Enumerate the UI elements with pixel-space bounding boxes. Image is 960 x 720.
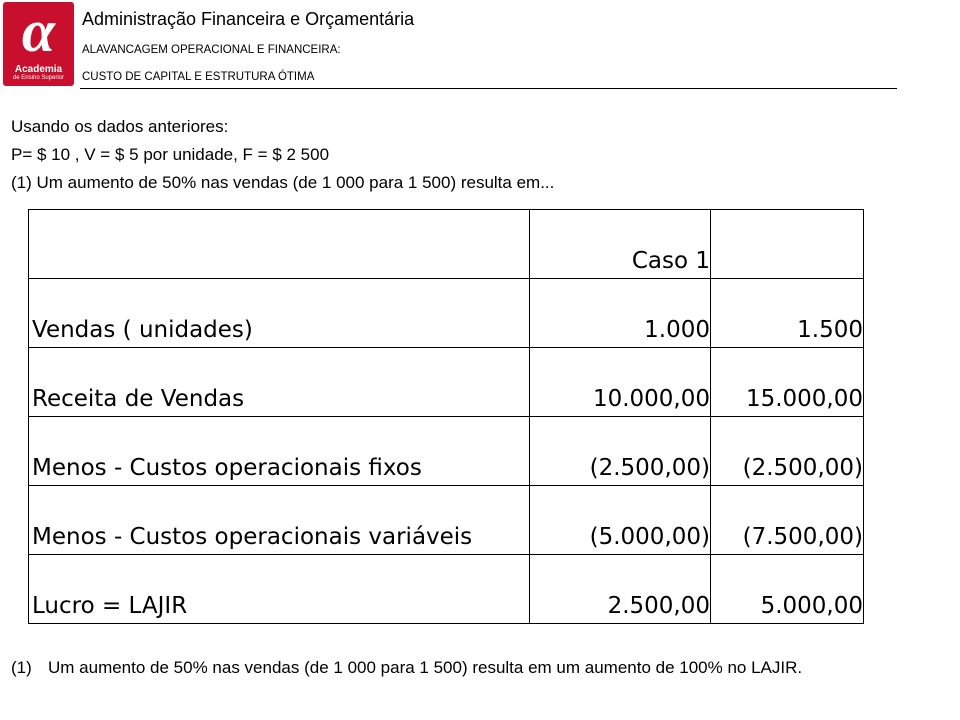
table-row xyxy=(29,486,864,555)
footnote-text: Um aumento de 50% nas vendas (de 1 000 para 1 500) resulta em um aumento de 100% no LAJIR. xyxy=(48,658,803,677)
row-value-case1: 10.000,00 xyxy=(530,348,711,417)
row-label: Menos - Custos operacionais variáveis xyxy=(29,486,530,555)
row-value-case1: 2.500,00 xyxy=(530,555,711,624)
row-label: Lucro = LAJIR xyxy=(29,555,530,624)
table-row xyxy=(29,279,864,348)
logo-alpha-glyph: α xyxy=(21,2,56,64)
leverage-table xyxy=(28,209,864,624)
logo-text-ensino: de Ensino Superior xyxy=(12,75,65,81)
row-value-case2: 5.000,00 xyxy=(711,555,864,624)
table-header-row xyxy=(29,210,864,279)
table-header-cell: Caso 1 xyxy=(530,210,711,279)
intro-line-1: Usando os dados anteriores: xyxy=(11,117,229,136)
row-value-case1: (2.500,00) xyxy=(530,417,711,486)
row-label: Menos - Custos operacionais fixos xyxy=(29,417,530,486)
table-row xyxy=(29,555,864,624)
topic-subtitle-1: ALAVANCAGEM OPERACIONAL E FINANCEIRA: xyxy=(82,44,341,56)
footnote-number: (1) xyxy=(11,658,32,677)
academia-logo xyxy=(3,2,74,86)
row-value-case2: 15.000,00 xyxy=(711,348,864,417)
row-value-case2: (2.500,00) xyxy=(711,417,864,486)
row-value-case2: 1.500 xyxy=(711,279,864,348)
intro-line-3: (1) Um aumento de 50% nas vendas (de 1 000 para 1 500) resulta em... xyxy=(11,173,555,192)
table-row xyxy=(29,348,864,417)
footnote xyxy=(11,654,911,681)
row-label: Receita de Vendas xyxy=(29,348,530,417)
row-value-case1: (5.000,00) xyxy=(530,486,711,555)
row-value-case1: 1.000 xyxy=(530,279,711,348)
logo-text-academia: Academia xyxy=(14,64,63,75)
table-header-cell xyxy=(711,210,864,279)
course-title: Administração Financeira e Orçamentária xyxy=(82,9,415,29)
topic-subtitle-2: CUSTO DE CAPITAL E ESTRUTURA ÓTIMA xyxy=(82,71,315,83)
header-divider xyxy=(80,88,897,89)
table-header-cell xyxy=(29,210,530,279)
row-value-case2: (7.500,00) xyxy=(711,486,864,555)
row-label: Vendas ( unidades) xyxy=(29,279,530,348)
intro-line-2: P= $ 10 , V = $ 5 por unidade, F = $ 2 500 xyxy=(11,145,330,164)
table-row xyxy=(29,417,864,486)
